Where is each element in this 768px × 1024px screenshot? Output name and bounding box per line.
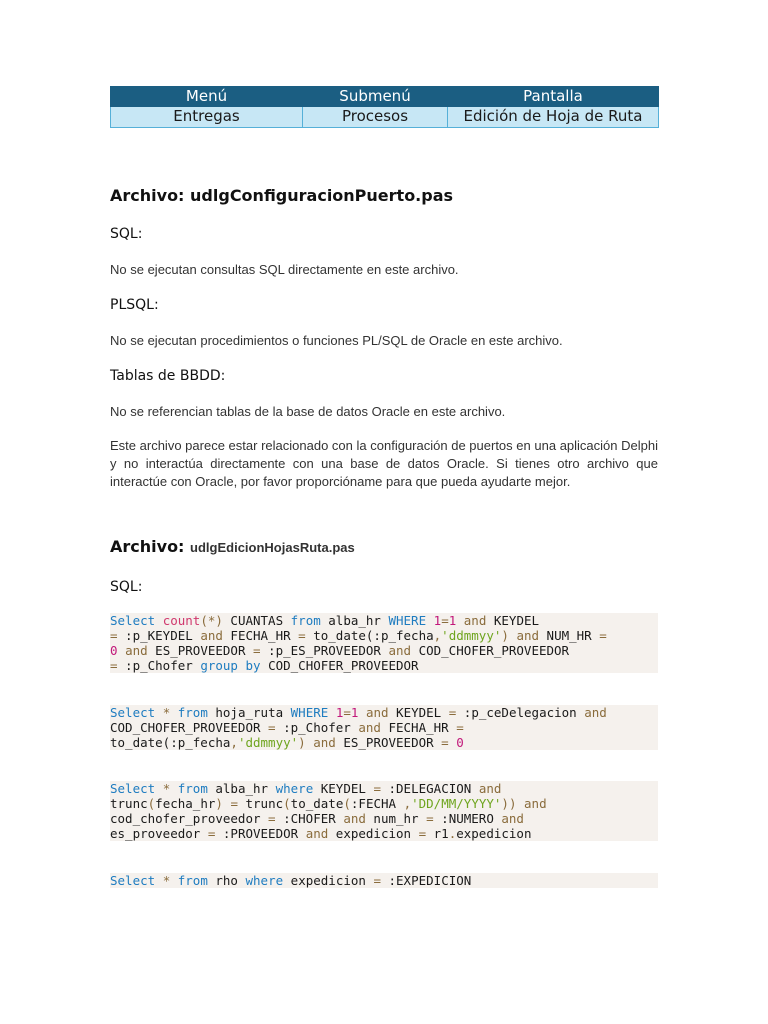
plsql-text-1: No se ejecutan procedimientos o funciones PL/SQL de Oracle en este archivo. xyxy=(110,333,563,348)
cell-pantalla: Edición de Hoja de Ruta xyxy=(448,107,659,128)
file-name-2: udlgEdicionHojasRuta.pas xyxy=(190,540,355,555)
sql-text-1: No se ejecutan consultas SQL directamente en este archivo. xyxy=(110,262,459,277)
sql-query-1: Select count(*) CUANTAS from alba_hr WHERE 1=1 and KEYDEL = :p_KEYDEL and FECHA_HR = to_date(:p_fecha,'ddmmyy') and NUM_HR = 0 and ES_PROVEEDOR = :p_ES_PROVEEDOR and COD_CHOFER_PROVEEDOR = :p_Chofer group by COD_CHOFER_PROVEEDOR xyxy=(110,613,658,673)
menu-table-header-row xyxy=(111,87,659,107)
sql-label-2: SQL: xyxy=(110,579,143,595)
note-paragraph: Este archivo parece estar relacionado con la configuración de puertos en una aplicación Delphi y no interactúa directamente con una base de datos Oracle. Si tienes otro archivo que interactúe con Oracle, por favor proporcióname para que pueda ayudarte mejor. xyxy=(110,438,658,489)
header-menu: Menú xyxy=(111,87,303,107)
tables-label-1: Tablas de BBDD: xyxy=(110,368,226,384)
sql-query-3: Select * from alba_hr where KEYDEL = :DELEGACION and trunc(fecha_hr) = trunc(to_date(:FECHA ,'DD/MM/YYYY')) and cod_chofer_proveedor = :CHOFER and num_hr = :NUMERO and es_proveedor = :PROVEEDOR and expedicion = r1.expedicion xyxy=(110,781,658,841)
cell-menu: Entregas xyxy=(111,107,303,128)
file-heading-2 xyxy=(110,537,355,556)
sql-query-4: Select * from rho where expedicion = :EXPEDICION xyxy=(110,873,658,888)
sql-query-2: Select * from hoja_ruta WHERE 1=1 and KEYDEL = :p_ceDelegacion and COD_CHOFER_PROVEEDOR = :p_Chofer and FECHA_HR = to_date(:p_fecha,'ddmmyy') and ES_PROVEEDOR = 0 xyxy=(110,705,658,750)
plsql-label-1: PLSQL: xyxy=(110,297,159,313)
header-submenu: Submenú xyxy=(303,87,448,107)
file-prefix-1: Archivo: xyxy=(110,186,191,205)
file-prefix-2: Archivo: xyxy=(110,537,191,556)
menu-table-row xyxy=(111,107,659,128)
file-name-1: udlgConfiguracionPuerto.pas xyxy=(190,186,454,205)
tables-text-1: No se referencian tablas de la base de datos Oracle en este archivo. xyxy=(110,404,506,419)
header-pantalla: Pantalla xyxy=(448,87,659,107)
document-page xyxy=(110,86,658,888)
cell-submenu: Procesos xyxy=(303,107,448,128)
menu-table xyxy=(110,86,659,128)
sql-label-1: SQL: xyxy=(110,226,143,242)
file-heading-1 xyxy=(110,186,453,205)
